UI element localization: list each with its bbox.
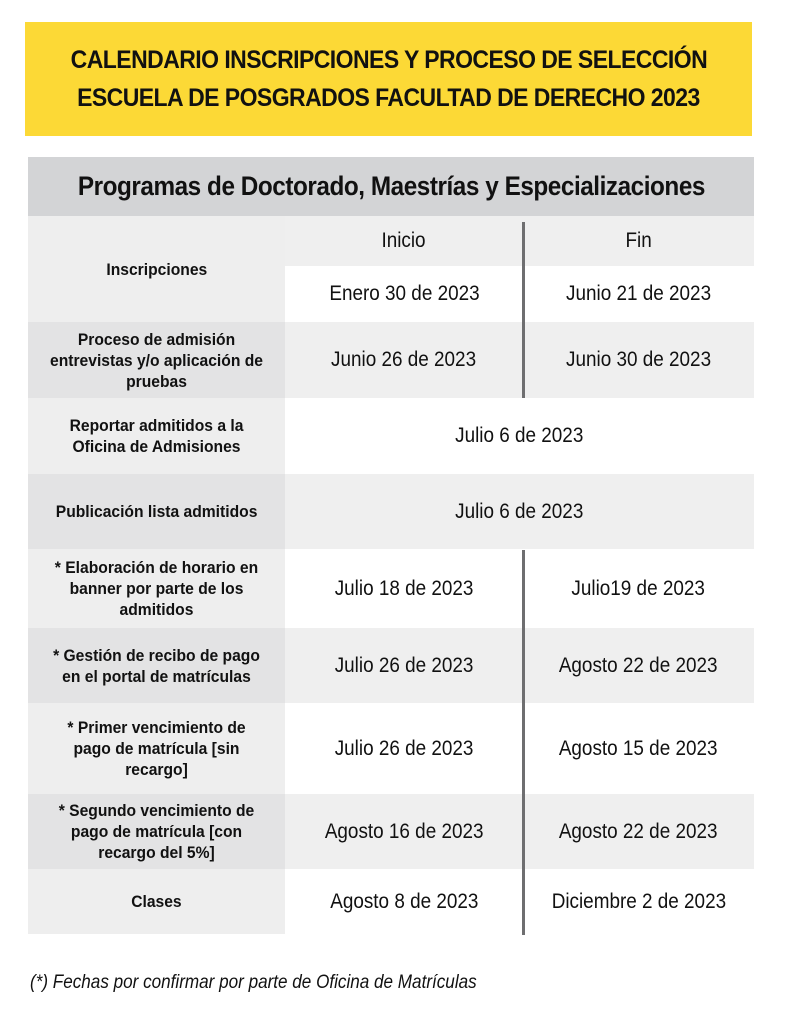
footnote: (*) Fechas por confirmar por parte de Oficina de Matrículas	[30, 972, 477, 993]
date: Julio 6 de 2023	[285, 398, 754, 474]
end-date: Agosto 22 de 2023	[523, 628, 754, 703]
row-label: * Elaboración de horario en banner por parte de los admitidos	[28, 549, 285, 628]
row-label: * Segundo vencimiento de pago de matrícula [con recargo del 5%]	[28, 794, 285, 869]
start-date: Enero 30 de 2023	[285, 266, 523, 322]
table-title	[28, 157, 754, 216]
title-banner	[25, 22, 752, 136]
column-header-start: Inicio	[285, 216, 523, 266]
row-label: Publicación lista admitidos	[28, 474, 285, 549]
row-label: Inscripciones	[28, 216, 285, 322]
start-date: Julio 26 de 2023	[285, 703, 523, 794]
end-date: Agosto 15 de 2023	[523, 703, 754, 794]
date: Julio 6 de 2023	[285, 474, 754, 549]
title-line-2: ESCUELA DE POSGRADOS FACULTAD DE DERECHO 2023	[77, 84, 700, 112]
row-label: Clases	[28, 869, 285, 934]
table-row	[28, 398, 754, 474]
end-date: Agosto 22 de 2023	[523, 794, 754, 869]
table-row	[28, 474, 754, 549]
table-row	[28, 869, 754, 934]
start-date: Julio 26 de 2023	[285, 628, 523, 703]
table-title-text: Programas de Doctorado, Maestrías y Especializaciones	[77, 171, 705, 201]
row-label: Reportar admitidos a la Oficina de Admisiones	[28, 398, 285, 474]
calendar-table	[28, 157, 754, 934]
start-date: Agosto 16 de 2023	[285, 794, 523, 869]
start-date: Agosto 8 de 2023	[285, 869, 523, 934]
start-date: Junio 26 de 2023	[285, 322, 523, 398]
row-label: * Gestión de recibo de pago en el portal de matrículas	[28, 628, 285, 703]
column-divider	[522, 550, 525, 935]
table-row	[28, 549, 754, 628]
table-row	[28, 322, 754, 398]
table-row	[28, 794, 754, 869]
row-label: Proceso de admisión entrevistas y/o aplicación de pruebas	[28, 322, 285, 398]
title-line-1: CALENDARIO INSCRIPCIONES Y PROCESO DE SELECCIÓN	[70, 46, 707, 74]
row-label: * Primer vencimiento de pago de matrícula [sin recargo]	[28, 703, 285, 794]
end-date: Junio 30 de 2023	[523, 322, 754, 398]
table-row	[28, 703, 754, 794]
table-row-inscripciones	[28, 216, 754, 322]
end-date: Junio 21 de 2023	[523, 266, 754, 322]
start-date: Julio 18 de 2023	[285, 549, 523, 628]
column-divider	[522, 222, 525, 398]
column-header-end: Fin	[523, 216, 754, 266]
end-date: Diciembre 2 de 2023	[523, 869, 754, 934]
end-date: Julio19 de 2023	[523, 549, 754, 628]
table-row	[28, 628, 754, 703]
